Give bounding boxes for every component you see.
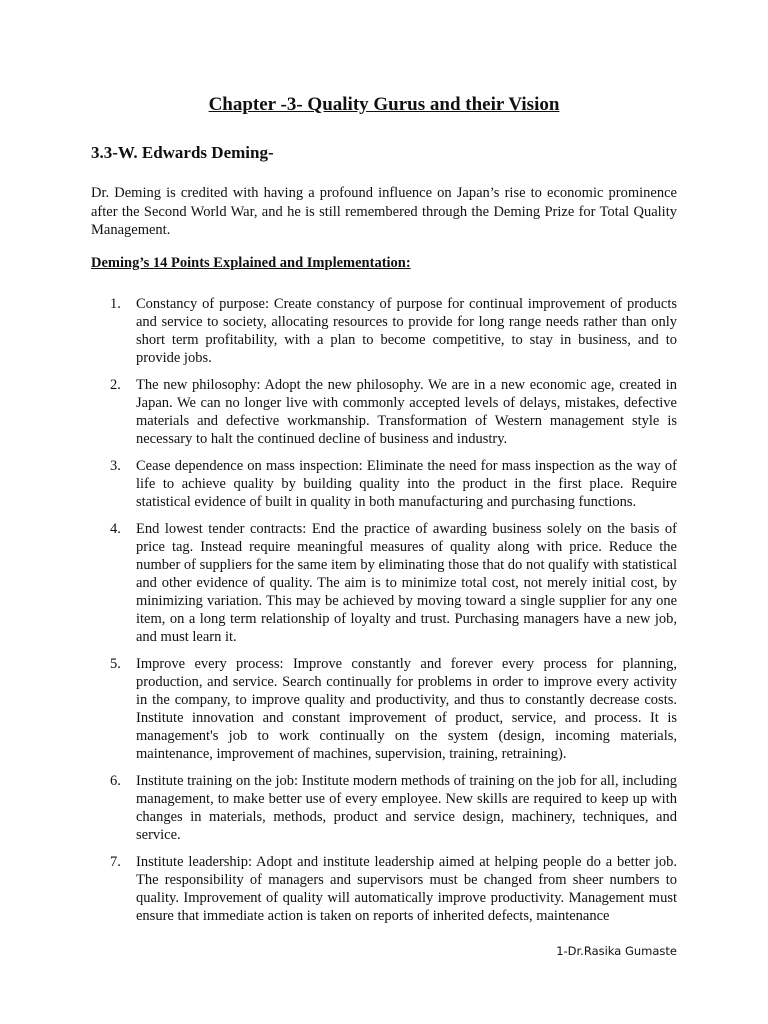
list-item-number: 2. (110, 377, 121, 393)
list-item-text: Institute leadership: Adopt and institute leadership aimed at helping people do a better job. The responsibility of managers and supervisors must be changed from sheer numbers to quality. Improvement of quality will automatically improve productivity. Management must ensure that immediate action is taken on reports of inherited defects, maintenance (136, 854, 677, 924)
list-item-text: Improve every process: Improve constantly and forever every process for planning, production, and service. Search continually for problems in order to improve every activity in the company, to improve quality and productivity, and thus to constantly decrease costs. Institute innovation and constant improvement of product, service, and process. It is management's job to work continually on the system (design, incoming materials, maintenance, improvement of machines, supervision, training, retraining). (136, 656, 677, 762)
list-item-text: Constancy of purpose: Create constancy of purpose for continual improvement of products and service to society, allocating resources to provide for long range needs rather than only short term profitability, with a plan to become competitive, to stay in business, and to provide jobs. (136, 296, 677, 366)
list-item-number: 3. (110, 458, 121, 474)
list-item (0, 655, 677, 763)
list-item (0, 520, 677, 646)
list-item-number: 6. (110, 773, 121, 789)
list-item-number: 5. (110, 656, 121, 672)
list-item (0, 772, 677, 844)
chapter-title: Chapter -3- Quality Gurus and their Vision (208, 94, 560, 115)
deming-points-list (0, 295, 768, 934)
points-subheading: Deming’s 14 Points Explained and Implementation: (91, 255, 411, 271)
section-heading: 3.3-W. Edwards Deming- (91, 143, 274, 162)
list-item-text: End lowest tender contracts: End the practice of awarding business solely on the basis of price tag. Instead require meaningful measures of quality along with price. Reduce the number of suppliers for the same item by eliminating those that do not qualify with statistical and other evidence of quality. The aim is to minimize total cost, not merely initial cost, by minimizing variation. This may be achieved by moving toward a single supplier for any one item, on a long term relationship of loyalty and trust. Purchasing managers have a new job, and must learn it. (136, 521, 677, 645)
list-item-number: 4. (110, 521, 121, 537)
list-item-number: 1. (110, 296, 121, 312)
list-item-number: 7. (110, 854, 121, 870)
list-item (0, 295, 677, 367)
list-item-text: Institute training on the job: Institute modern methods of training on the job for all, including management, to make better use of every employee. New skills are required to keep up with changes in materials, methods, product and service design, machinery, techniques, and service. (136, 773, 677, 843)
list-item (0, 853, 677, 925)
list-item (0, 457, 677, 511)
list-item-text: Cease dependence on mass inspection: Eliminate the need for mass inspection as the way of life to achieve quality by building quality into the product in the first place. Require statistical evidence of built in quality in both manufacturing and purchasing functions. (136, 458, 677, 510)
list-item (0, 376, 677, 448)
intro-paragraph: Dr. Deming is credited with having a profound influence on Japan’s rise to economic prominence after the Second World War, and he is still remembered through the Deming Prize for Total Quality Management. (91, 185, 677, 238)
page-footer: 1-Dr.Rasika Gumaste (556, 944, 677, 958)
list-item-text: The new philosophy: Adopt the new philosophy. We are in a new economic age, created in Japan. We can no longer live with commonly accepted levels of delays, mistakes, defective materials and defective workmanship. Transformation of Western management style is necessary to halt the continued decline of business and industry. (136, 377, 677, 447)
